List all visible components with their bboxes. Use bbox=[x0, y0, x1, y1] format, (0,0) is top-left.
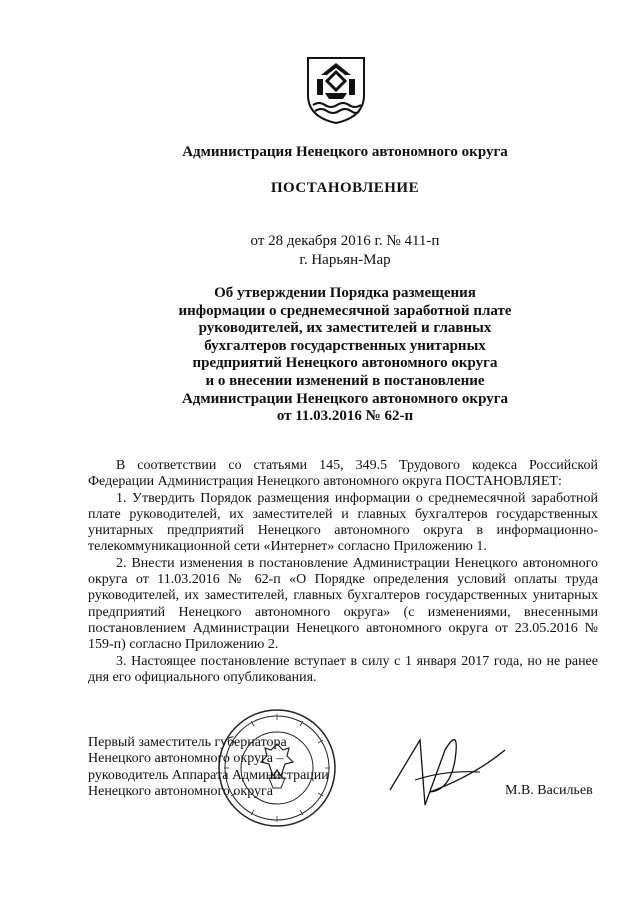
title-line: от 11.03.2016 № 62-п bbox=[276, 408, 414, 425]
title-line: Об утверждении Порядка размещения bbox=[214, 285, 476, 301]
document-title bbox=[60, 285, 630, 426]
item-1-paragraph: 1. Утвердить Порядок размещения информации о среднемесячной заработной плате руководителей, их заместителей и главных бухгалтеров государственных унитарных предприятий Ненецкого автономного округа в информационно-телекоммуникационной сети «Интернет» согласно Приложению 1. bbox=[88, 490, 598, 555]
organization-heading: Администрация Ненецкого автономного округа bbox=[182, 144, 508, 160]
coat-of-arms-emblem bbox=[305, 55, 367, 125]
title-line: руководителей, их заместителей и главных bbox=[198, 320, 492, 337]
signatory-name: М.В. Васильев bbox=[505, 783, 593, 798]
title-line: информации о среднемесячной заработной плате bbox=[178, 302, 512, 319]
document-body bbox=[88, 458, 598, 686]
document-city: г. Нарьян-Мар bbox=[299, 252, 391, 268]
handwritten-signature bbox=[385, 720, 510, 820]
position-line: руководитель Аппарата Администрации bbox=[88, 767, 329, 783]
title-line: и о внесении изменений в постановление bbox=[205, 372, 485, 389]
item-2-paragraph: 2. Внести изменения в постановление Администрации Ненецкого автономного округа от 11.03.2016 № 62-п «О Порядке определения условий оплаты труда руководителей, их заместителей, главных бухгалтеров государственных унитарных предприятий Ненецкого автономного округа» (с изменениями, внесенными постановлением Администрации Ненецкого автономного округа от 23.05.2016 № 159-п) согласно Приложению 2. bbox=[88, 555, 598, 653]
document-type-heading: ПОСТАНОВЛЕНИЕ bbox=[270, 180, 420, 196]
position-line: Ненецкого автономного округа bbox=[88, 783, 273, 799]
preamble-paragraph: В соответствии со статьями 145, 349.5 Трудового кодекса Российской Федерации Администрация Ненецкого автономного округа ПОСТАНОВЛЯЕТ: bbox=[88, 458, 598, 490]
title-line: предприятий Ненецкого автономного округа bbox=[192, 355, 498, 372]
title-line: Администрации Ненецкого автономного округа bbox=[181, 390, 509, 407]
item-3-paragraph: 3. Настоящее постановление вступает в силу с 1 января 2017 года, но не ранее дня его официального опубликования. bbox=[88, 653, 598, 685]
document-date-number: от 28 декабря 2016 г. № 411-п bbox=[250, 233, 440, 249]
position-line: Ненецкого автономного округа – bbox=[88, 751, 284, 767]
signatory-position bbox=[88, 735, 329, 800]
title-line: бухгалтеров государственных унитарных bbox=[204, 337, 486, 354]
position-line: Первый заместитель губернатора bbox=[88, 735, 287, 750]
